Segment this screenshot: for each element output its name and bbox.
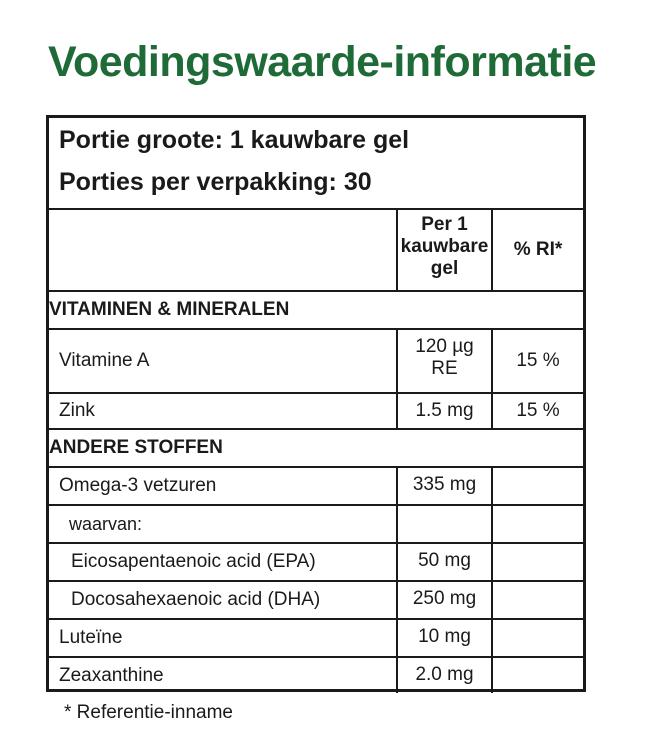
header-amount [397, 209, 492, 291]
nutrient-ri [492, 657, 583, 693]
nutrient-name: Zeaxanthine [49, 657, 397, 693]
nutrient-name: Eicosapentaenoic acid (EPA) [49, 543, 397, 581]
servings-per-pack: Porties per verpakking: 30 [59, 168, 372, 196]
nutrient-ri [492, 619, 583, 657]
nutrient-amount: 50 mg [397, 543, 492, 581]
serving-info [49, 118, 583, 210]
header-ri: % RI* [492, 209, 583, 291]
nutrient-name: Luteïne [49, 619, 397, 657]
nutrient-amount [397, 329, 492, 393]
section-title: VITAMINEN & MINERALEN [49, 291, 583, 329]
table-row [49, 581, 583, 619]
page-title: Voedingswaarde-informatie [48, 38, 597, 86]
nutrient-name: Zink [49, 393, 397, 429]
header-amount-line: gel [430, 258, 459, 279]
nutrient-amount: 2.0 mg [397, 657, 492, 693]
footnote: * Referentie-inname [64, 702, 233, 723]
nutrient-amount [397, 505, 492, 543]
table-header-row [49, 209, 583, 291]
table-row [49, 619, 583, 657]
nutrient-ri [492, 543, 583, 581]
section-row [49, 291, 583, 329]
nutrient-ri [492, 505, 583, 543]
header-amount-line: Per 1 [421, 214, 468, 235]
header-amount-line: kauwbare [400, 236, 489, 257]
table-row [49, 543, 583, 581]
nutrition-facts-panel [46, 115, 586, 692]
nutrient-amount: 1.5 mg [397, 393, 492, 429]
amount-line: RE [431, 358, 458, 379]
section-row [49, 429, 583, 467]
nutrient-amount: 10 mg [397, 619, 492, 657]
nutrient-ri [492, 581, 583, 619]
nutrient-ri: 15 % [492, 393, 583, 429]
nutrient-name: Vitamine A [49, 329, 397, 393]
table-row [49, 657, 583, 693]
amount-line: 120 µg [415, 336, 474, 357]
serving-size: Portie groote: 1 kauwbare gel [59, 126, 410, 154]
nutrient-amount: 250 mg [397, 581, 492, 619]
nutrient-ri: 15 % [492, 329, 583, 393]
table-row [49, 505, 583, 543]
nutrient-amount: 335 mg [397, 467, 492, 505]
table-row [49, 393, 583, 429]
nutrient-name: Docosahexaenoic acid (DHA) [49, 581, 397, 619]
header-empty-cell [49, 209, 397, 291]
section-title: ANDERE STOFFEN [49, 429, 583, 467]
table-row [49, 329, 583, 393]
nutrition-table [49, 208, 583, 693]
nutrient-ri [492, 467, 583, 505]
nutrient-name: waarvan: [49, 505, 397, 543]
nutrient-name: Omega-3 vetzuren [49, 467, 397, 505]
table-row [49, 467, 583, 505]
